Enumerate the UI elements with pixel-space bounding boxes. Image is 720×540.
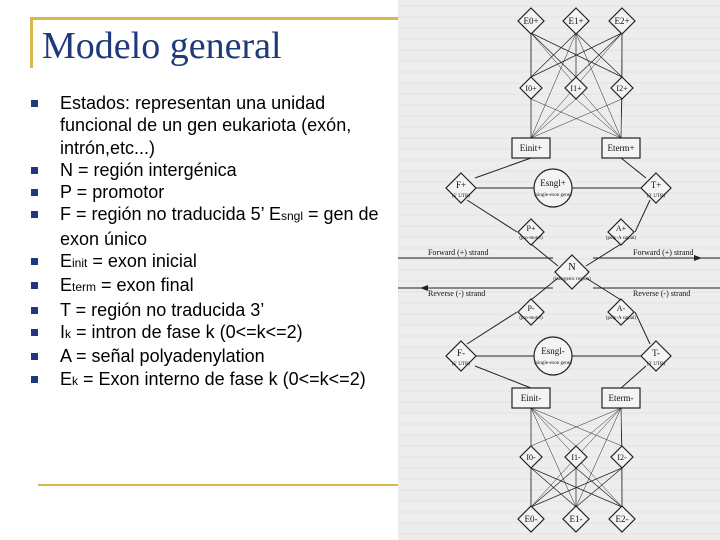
state-label: I2+	[616, 84, 628, 93]
square-bullet-icon	[31, 307, 38, 314]
state-label: (5' UTR)	[452, 362, 470, 367]
state-label: (pro-moter)	[519, 236, 543, 241]
state-label: Eterm-	[608, 393, 634, 403]
bullet-subscript: k	[72, 373, 79, 388]
state-label: E0+	[523, 16, 539, 26]
bullet-item	[30, 321, 395, 345]
state-label: I1-	[571, 453, 581, 462]
state-label: T-	[652, 348, 660, 358]
transition-arrow	[621, 158, 646, 178]
square-bullet-icon	[31, 189, 38, 196]
state-label: N	[568, 262, 576, 273]
state-label: E1+	[568, 16, 584, 26]
title-accent-vertical	[30, 18, 33, 68]
state-label: E2+	[614, 16, 630, 26]
bullet-text: A = señal polyadenylation	[60, 346, 265, 367]
bullet-subscript: sngl	[280, 209, 303, 224]
bullet-subscript: k	[65, 326, 72, 341]
state-label: (intergenic region)	[553, 277, 591, 282]
bullet-item	[30, 92, 395, 159]
state-label: A-	[616, 304, 626, 313]
transition-arrow	[576, 408, 621, 446]
bullet-text: = Exon interno de fase k (0<=k<=2)	[78, 368, 366, 389]
square-bullet-icon	[31, 100, 38, 107]
bullet-text: E	[60, 251, 73, 272]
state-graph	[398, 0, 720, 540]
state-label: (single-exon gene)	[534, 193, 572, 198]
bullet-item	[30, 299, 395, 321]
state-label: Forward (+) strand	[428, 248, 489, 257]
state-label: Forward (+) strand	[633, 248, 694, 257]
state-label: (poly-A signal)	[605, 236, 637, 241]
bullet-text: Estados: representan una unidad funcional de un gen eukariota (exón, intrón,etc...)	[60, 93, 352, 158]
state-label: (single-exon gene)	[534, 361, 572, 366]
transition-arrow	[635, 200, 650, 232]
bullet-item	[30, 345, 395, 367]
state-label: Eterm+	[607, 143, 635, 153]
bullet-text: P = promotor	[60, 182, 165, 203]
square-bullet-icon	[31, 167, 38, 174]
square-bullet-icon	[31, 329, 38, 336]
bullet-item	[30, 159, 395, 181]
state-label: Einit-	[520, 393, 542, 403]
state-label: A+	[615, 224, 627, 233]
state-label: (pro-moter)	[519, 316, 543, 321]
bullet-text: = intron de fase k (0<=k<=2)	[71, 321, 303, 342]
state-circle	[534, 337, 572, 375]
square-bullet-icon	[31, 211, 38, 218]
state-label: (3' UTR)	[647, 362, 665, 367]
state-label: I0+	[525, 84, 537, 93]
state-label: T+	[650, 180, 662, 190]
transition-arrow	[635, 312, 650, 344]
square-bullet-icon	[31, 282, 38, 289]
bullet-text: T = región no traducida 3’	[60, 299, 265, 320]
transition-arrow	[531, 244, 558, 266]
state-label: Reverse (-) strand	[428, 289, 486, 298]
state-label: Einit+	[519, 143, 543, 153]
state-circle	[534, 169, 572, 207]
state-label: Reverse (-) strand	[633, 289, 691, 298]
bullet-item	[30, 274, 395, 298]
gene-model-diagram	[398, 0, 720, 540]
bullet-item	[30, 250, 395, 274]
state-label: P-	[527, 304, 535, 313]
slide-title: Modelo general	[42, 25, 282, 67]
bullet-text: F = región no traducida 5’ E	[60, 204, 281, 225]
square-bullet-icon	[31, 376, 38, 383]
bullet-text: = exon inicial	[87, 251, 197, 272]
bullet-text: E	[60, 368, 73, 389]
bottom-accent-line	[38, 484, 398, 486]
title-accent-horizontal	[30, 17, 400, 20]
square-bullet-icon	[31, 258, 38, 265]
arrowhead-icon	[420, 285, 428, 291]
transition-arrow	[586, 244, 621, 266]
state-label: P+	[526, 224, 536, 233]
transition-arrow	[531, 408, 576, 446]
transition-arrow	[467, 200, 517, 232]
state-label: E0-	[524, 514, 538, 524]
state-label: (5' UTR)	[452, 194, 470, 199]
bullet-item	[30, 203, 395, 250]
bullet-subscript: term	[72, 280, 97, 295]
bullet-item	[30, 181, 395, 203]
bullet-text: = exon final	[96, 275, 194, 296]
bullet-text: N = región intergénica	[60, 159, 237, 180]
transition-arrow	[475, 158, 531, 178]
bullet-subscript: init	[72, 256, 88, 271]
bullet-item	[30, 368, 395, 392]
state-label: (poly-A signal)	[605, 316, 637, 321]
state-label: Esngl-	[541, 346, 565, 356]
state-label: F-	[456, 348, 466, 358]
state-label: E1-	[569, 514, 583, 524]
arrowhead-icon	[694, 255, 702, 261]
state-label: (3' UTR)	[647, 194, 665, 199]
state-label: Esngl+	[540, 178, 566, 188]
state-label: E2-	[615, 514, 629, 524]
transition-arrow	[467, 312, 517, 344]
square-bullet-icon	[31, 353, 38, 360]
bullet-text: E	[60, 275, 73, 296]
bullet-text: = gen de exon único	[60, 204, 379, 249]
state-label: I2-	[617, 453, 627, 462]
state-label: F+	[455, 180, 467, 190]
bullet-text: I	[60, 321, 66, 342]
bullet-list	[30, 92, 395, 392]
state-label: I0-	[526, 453, 536, 462]
state-label: I1+	[570, 84, 582, 93]
